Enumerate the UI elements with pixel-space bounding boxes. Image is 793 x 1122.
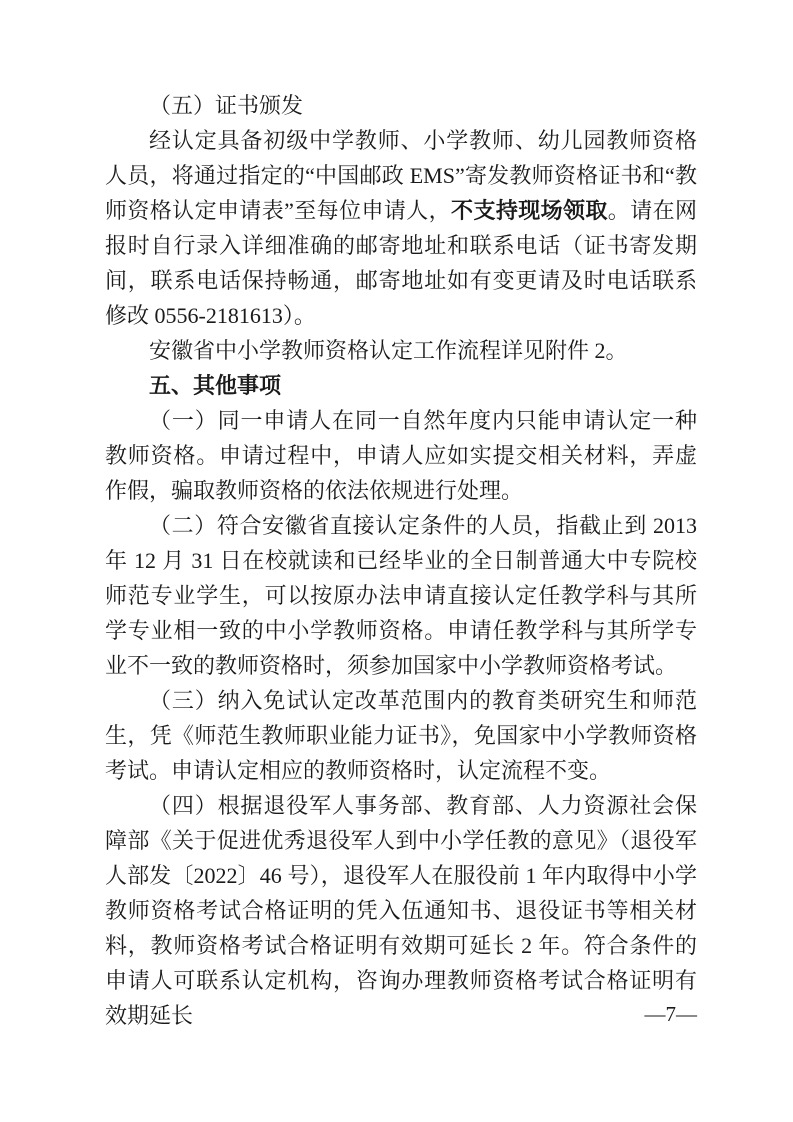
section-other-matters-heading: 五、其他事项 [149,373,282,398]
other-item-4: （四）根据退役军人事务部、教育部、人力资源社会保障部《关于促进优秀退役军人到中小学任教的意见》（退役军人部发〔2022〕46 号），退役军人在服役前 1 年内取得中小学教师资格考试合格证明的凭入伍通知书、退役证书等相关材料，教师资格考试合格证明有效期可延长 2 年。符合条件的申请人可联系认定机构，咨询办理教师资格考试合格证明有效期延长 [105,793,697,1028]
para-certificate-mailing-text-after: 。请在网报时自行录入详细准确的邮寄地址和联系电话（证书寄发期间，联系电话保持畅通，邮寄地址如有变更请及时电话联系修改 0556-2181613）。 [105,198,697,328]
section-5-heading: （五）证书颁发 [149,93,304,118]
para-certificate-mailing [105,123,697,333]
other-item-2: （二）符合安徽省直接认定条件的人员，指截止到 2013 年 12 月 31 日在校就读和已经毕业的全日制普通大中专院校师范专业学生，可以按原办法申请直接认定任教学科与其所学专业相一致的中小学教师资格。申请任教学科与其所学专业不一致的教师资格时，须参加国家中小学教师资格考试。 [105,513,697,678]
para-workflow-attachment: 安徽省中小学教师资格认定工作流程详见附件 2。 [149,338,628,363]
page-number: —7— [644,1002,697,1026]
bold-no-onsite-pickup: 不支持现场领取 [451,198,608,223]
para-certificate-mailing-text-before: 经认定具备初级中学教师、小学教师、幼儿园教师资格人员，将通过指定的“中国邮政 EMS”寄发教师资格证书和“教师资格认定申请表”至每位申请人， [105,128,697,223]
other-item-1: （一）同一申请人在同一自然年度内只能申请认定一种教师资格。申请过程中，申请人应如实提交相关材料，弄虚作假，骗取教师资格的依法依规进行处理。 [105,408,697,503]
other-item-3: （三）纳入免试认定改革范围内的教育类研究生和师范生，凭《师范生教师职业能力证书》，免国家中小学教师资格考试。申请认定相应的教师资格时，认定流程不变。 [105,688,697,783]
